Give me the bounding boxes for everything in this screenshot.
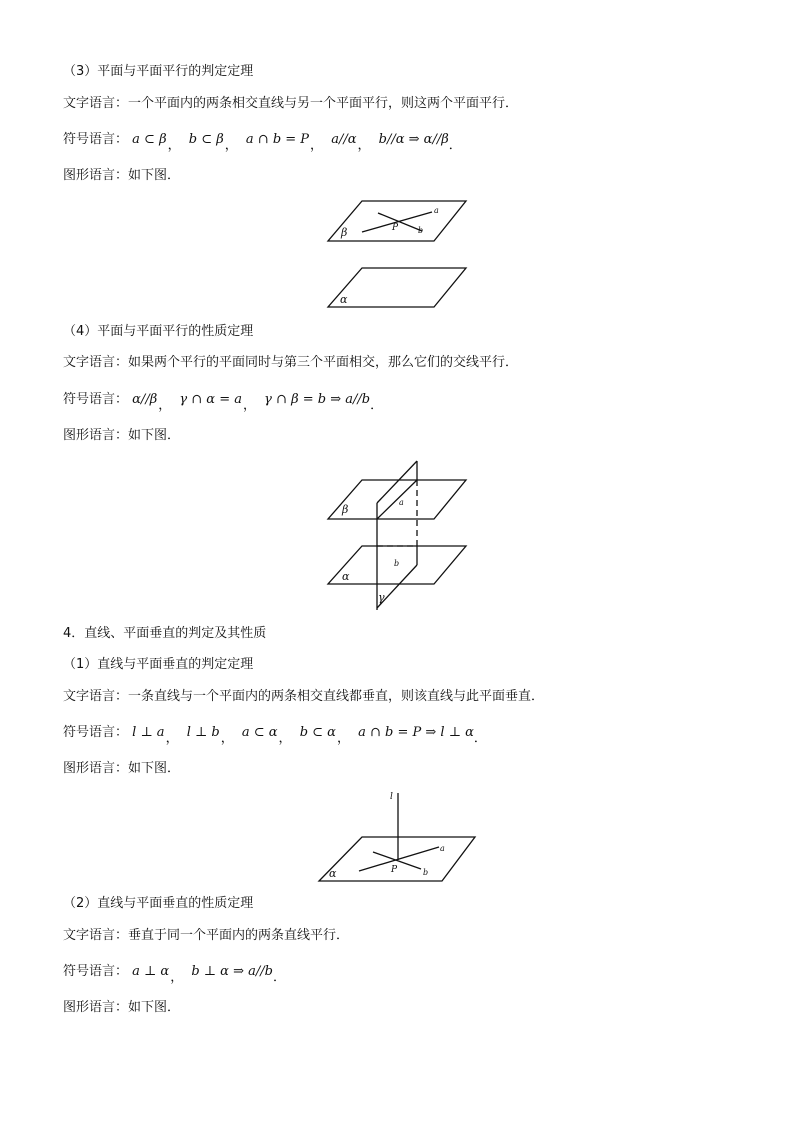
sec4-symbol-expression (132, 392, 384, 413)
line-a (377, 480, 417, 519)
math-part: b ⊥ α ⇒ a//b (191, 964, 273, 979)
math-part: l ⊥ a (132, 725, 165, 740)
sec3-symbol-line (63, 132, 462, 154)
math-part: b ⊂ α (299, 725, 336, 740)
label-beta: β (341, 226, 348, 239)
math-period: ． (370, 398, 384, 413)
sub2-symbol-line (63, 964, 286, 986)
label-b: b (394, 559, 400, 568)
sub2-figure-label: 图形语言：如下图． (63, 1000, 181, 1015)
math-period: ． (473, 731, 487, 746)
math-sep: ， (310, 138, 324, 153)
math-period: ． (272, 970, 286, 985)
math-part: a ⊂ α (241, 725, 278, 740)
math-sep: ， (165, 731, 179, 746)
math-part: a//α (331, 132, 357, 147)
label-b: b (423, 868, 429, 877)
math-part: a ⊥ α (132, 964, 170, 979)
label-l: l (390, 792, 393, 802)
section4-title: 4．直线、平面垂直的判定及其性质 (63, 626, 267, 641)
math-period: ． (448, 138, 462, 153)
sec4-heading: （4）平面与平面平行的性质定理 (63, 324, 254, 339)
label-p: P (392, 223, 399, 233)
label-a: a (440, 844, 445, 853)
math-part: a ∩ b = P (245, 132, 310, 147)
math-sep: ， (158, 398, 172, 413)
sub1-figure-label: 图形语言：如下图． (63, 761, 181, 776)
label-gamma: γ (378, 591, 385, 604)
sec4-figure-label: 图形语言：如下图． (63, 428, 181, 443)
sec3-heading: （3）平面与平面平行的判定定理 (63, 64, 254, 79)
sub2-symbol-expression (132, 964, 286, 985)
math-sep: ， (220, 731, 234, 746)
math-sep: ， (336, 731, 350, 746)
math-sep: ， (278, 731, 292, 746)
sec3-figure-label: 图形语言：如下图． (63, 168, 181, 183)
math-sep: ， (170, 970, 184, 985)
gamma-top-edge (377, 461, 417, 503)
sub1-heading: （1）直线与平面垂直的判定定理 (63, 657, 254, 672)
label-alpha: α (342, 570, 350, 583)
label-b: b (418, 226, 424, 235)
math-sep: ， (243, 398, 257, 413)
math-part: α//β (132, 392, 158, 407)
sub2-symbol-label: 符号语言： (63, 964, 129, 979)
sec4-text: 文字语言：如果两个平行的平面同时与第三个平面相交，那么它们的交线平行． (63, 355, 519, 370)
math-part: γ ∩ β = b ⇒ a//b (264, 392, 371, 407)
parallel-planes-property-figure (320, 455, 480, 615)
math-part: a ⊂ β (132, 132, 167, 147)
math-part: b ⊂ β (188, 132, 224, 147)
line-plane-perpendicular-figure (315, 787, 480, 887)
sub2-heading: （2）直线与平面垂直的性质定理 (63, 896, 254, 911)
math-sep: ， (167, 138, 181, 153)
sec4-symbol-line (63, 392, 383, 414)
sub2-text: 文字语言：垂直于同一个平面内的两条直线平行． (63, 928, 350, 943)
sec3-symbol-label: 符号语言： (63, 132, 129, 147)
label-a: a (399, 498, 404, 507)
sec3-text: 文字语言：一个平面内的两条相交直线与另一个平面平行，则这两个平面平行． (63, 96, 519, 111)
math-sep: ， (357, 138, 371, 153)
sec4-symbol-label: 符号语言： (63, 392, 129, 407)
sub1-text: 文字语言：一条直线与一个平面内的两条相交直线都垂直，则该直线与此平面垂直． (63, 689, 545, 704)
label-beta: β (342, 503, 349, 516)
sub1-symbol-label: 符号语言： (63, 725, 129, 740)
math-part: γ ∩ α = a (179, 392, 242, 407)
label-a: a (434, 206, 439, 215)
parallel-planes-judgment-figure (320, 195, 480, 313)
math-part: a ∩ b = P ⇒ l ⊥ α (358, 725, 474, 740)
label-p: P (391, 865, 398, 875)
line-b (378, 213, 422, 231)
label-alpha: α (329, 867, 337, 880)
sub1-symbol-line (63, 725, 487, 747)
math-part: b//α ⇒ α//β (378, 132, 449, 147)
sub1-symbol-expression (132, 725, 487, 746)
sec3-symbol-expression (132, 132, 462, 153)
plane-alpha (328, 268, 466, 307)
label-alpha: α (340, 293, 348, 306)
math-part: l ⊥ b (186, 725, 220, 740)
math-sep: ， (224, 138, 238, 153)
